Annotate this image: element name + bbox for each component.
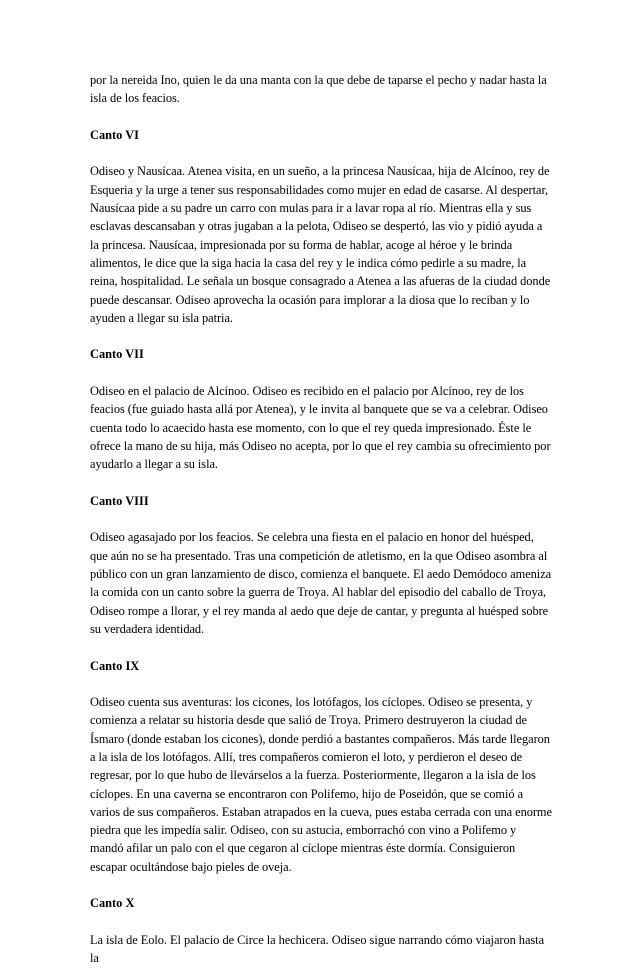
section-heading-canto-viii: Canto VIII [90,493,149,508]
section-text-canto-vii: Odiseo en el palacio de Alcínoo. Odiseo es recibido en el palacio por Alcínoo, rey de los feacios (fue guiado hasta allá por Atenea), y le invita al banquete que se va a celebrar. Odiseo cuenta todo lo acaecido hasta ese momento, con lo que el rey queda impresionado. Éste le ofrece la mano de su hija, más Odiseo no acepta, por lo que el rey cambia su ofrecimiento por ayudarlo a llegar a su isla. [90,384,551,472]
section-heading-canto-x: Canto X [90,896,135,911]
document-body [90,71,552,968]
section-heading-canto-vi: Canto VI [90,127,139,142]
section-heading-canto-ix: Canto IX [90,658,140,673]
section-text-canto-vi: Odiseo y Nausícaa. Atenea visita, en un sueño, a la princesa Nausícaa, hija de Alcínoo, rey de Esqueria y la urge a tener sus responsabilidades como mujer en edad de casarse. Al despertar, Nausícaa pide a su padre un carro con mulas para ir a lavar ropa al río. Mientras ella y sus esclavas descansaban y otras jugaban a la pelota, Odiseo se despertó, las vio y pidió ayuda a la princesa. Nausícaa, impresionada por su forma de hablar, acoge al héroe y le brinda alimentos, le dice que la siga hacia la casa del rey y le indica cómo pedirle a su madre, la reina, hospitalidad. Le señala un bosque consagrado a Atenea a las afueras de la ciudad donde puede descansar. Odiseo aprovecha la ocasión para implorar a la diosa que lo reciban y lo ayuden a llegar su isla patria. [90,164,551,325]
section-text-canto-x: La isla de Eolo. El palacio de Circe la hechicera. Odiseo sigue narrando cómo viajaron hasta la [90,932,545,966]
intro-paragraph: por la nereida Ino, quien le da una manta con la que debe de taparse el pecho y nadar hasta la isla de los feacios. [90,73,547,106]
section-heading-canto-vii: Canto VII [90,347,144,362]
section-text-canto-viii: Odiseo agasajado por los feacios. Se celebra una fiesta en el palacio en honor del huésped, que aún no se ha presentado. Tras una competición de atletismo, en la que Odiseo asombra al público con un gran lanzamiento de disco, comienza el banquete. El aedo Demódoco ameniza la comida con un canto sobre la guerra de Troya. Al hablar del episodio del caballo de Troya, Odiseo rompe a llorar, y el rey manda al aedo que deje de cantar, y pregunta al huésped sobre su verdadera identidad. [90,530,552,636]
section-text-canto-ix: Odiseo cuenta sus aventuras: los cicones, los lotófagos, los cíclopes. Odiseo se presenta, y comienza a relatar su historia desde que salió de Troya. Primero destruyeron la ciudad de Ísmaro (donde estaban los cicones), donde perdió a bastantes compañeros. Más tarde llegaron a la isla de los lotófagos. Allí, tres compañeros comieron el loto, y perdieron el deseo de regresar, por lo que hubo de llevárselos a la fuerza. Posteriormente, llegaron a la isla de los cíclopes. En una caverna se encontraron con Polifemo, hijo de Poseidón, que se comió a varios de sus compañeros. Estaban atrapados en la cueva, pues estaba cerrada con una enorme piedra que les impedía salir. Odiseo, con su astucia, emborrachó con vino a Polifemo y mandó afilar un palo con el que cegaron al cíclope mientras éste dormía. Consiguieron escapar ocultándose bajo pieles de oveja. [90,695,552,874]
